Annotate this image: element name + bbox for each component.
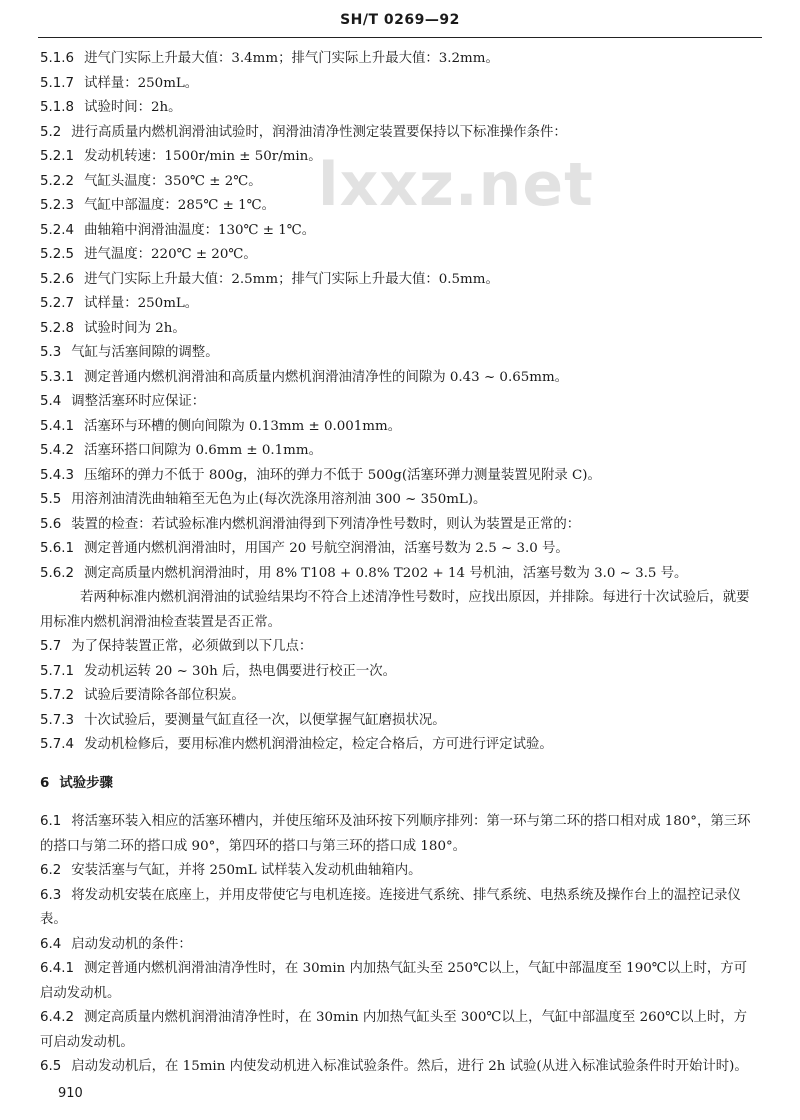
clause-text: 压缩环的弹力不低于 800g，油环的弹力不低于 500g(活塞环弹力测量装置见附录 C)。: [84, 467, 601, 483]
clause-text: 试验时间为 2h。: [84, 320, 186, 336]
clause-number: 5.7.3: [40, 712, 75, 728]
clause-text: 发动机转速：1500r/min ± 50r/min。: [84, 149, 322, 164]
clause-number: 5.2.2: [40, 173, 75, 189]
clause-text: 进气门实际上升最大值：2.5mm；排气门实际上升最大值：0.5mm。: [84, 271, 499, 287]
clause-paragraph: [40, 684, 756, 709]
clause-text: 气缸头温度：350℃ ± 2℃。: [84, 173, 262, 189]
clause-number: 5.3: [40, 345, 62, 360]
clause-text: 安装活塞与气缸，并将 250mL 试样装入发动机曲轴箱内。: [71, 863, 422, 878]
clause-number: 5.2.4: [40, 222, 75, 238]
clause-text: 发动机运转 20 ~ 30h 后，热电偶要进行校正一次。: [84, 663, 397, 679]
clause-paragraph: [40, 810, 756, 859]
clause-paragraph: [40, 660, 756, 685]
clause-number: 5.4: [40, 394, 62, 409]
clause-paragraph: [40, 121, 756, 146]
clause-number: 5.2: [40, 124, 62, 140]
clause-text: 十次试验后，要测量气缸直径一次，以便掌握气缸磨损状况。: [84, 712, 446, 728]
clause-text: 活塞环与环槽的侧向间隙为 0.13mm ± 0.001mm。: [84, 418, 402, 434]
clause-number: 6: [40, 775, 50, 791]
clause-text: 将发动机安装在底座上，并用皮带使它与电机连接。连接进气系统、排气系统、电热系统及操作台上的温控记录仪表。: [40, 887, 741, 927]
clause-paragraph: [40, 635, 756, 660]
clause-number: 5.2.6: [40, 271, 75, 287]
clause-text: 为了保持装置正常，必须做到以下几点：: [71, 639, 313, 654]
clause-number: 5.7.4: [40, 737, 75, 752]
page-number: 910: [58, 1086, 83, 1101]
clause-text: 进行高质量内燃机润滑油试验时，润滑油清净性测定装置要保持以下标准操作条件：: [71, 124, 567, 140]
clause-text: 试验时间：2h。: [84, 100, 182, 115]
clause-paragraph: [40, 243, 756, 268]
clause-paragraph: [40, 390, 756, 415]
clause-text: 测定普通内燃机润滑油时，用国产 20 号航空润滑油，活塞号数为 2.5 ~ 3.0 号。: [84, 541, 569, 556]
clause-text: 气缸中部温度：285℃ ± 1℃。: [84, 198, 275, 213]
clause-text: 测定高质量内燃机润滑油清净性时，在 30min 内加热气缸头至 300℃以上，气缸中部温度至 260℃以上时，方可启动发动机。: [40, 1010, 748, 1050]
clause-paragraph: [40, 219, 756, 244]
clause-paragraph: [40, 439, 756, 464]
clause-text: 发动机检修后，要用标准内燃机润滑油检定，检定合格后，方可进行评定试验。: [84, 737, 553, 752]
clause-number: 6.4.1: [40, 961, 75, 976]
clause-text: 进气门实际上升最大值：3.4mm；排气门实际上升最大值：3.2mm。: [84, 51, 499, 66]
clause-number: 5.7.2: [40, 688, 75, 703]
clause-paragraph: [40, 1006, 756, 1055]
clause-number: 5.4.2: [40, 443, 75, 458]
clause-number: 5.2.7: [40, 296, 75, 311]
clause-paragraph: [40, 415, 756, 440]
clause-paragraph: [40, 268, 756, 293]
clause-paragraph: [40, 464, 756, 489]
clause-paragraph: [40, 366, 756, 391]
clause-text: 试样量：250mL。: [84, 296, 199, 311]
clause-text: 试验步骤: [59, 775, 113, 791]
clause-text: 用溶剂油清洗曲轴箱至无色为止(每次洗涤用溶剂油 300 ~ 350mL)。: [71, 492, 487, 507]
clause-number: 5.4.3: [40, 467, 75, 483]
clause-paragraph: [40, 488, 756, 513]
clause-text: 进气温度：220℃ ± 20℃。: [84, 247, 257, 262]
clause-paragraph: [40, 341, 756, 366]
clause-number: 5.2.3: [40, 198, 75, 213]
clause-paragraph: [40, 884, 756, 933]
document-body: [40, 47, 756, 1080]
clause-text: 若两种标准内燃机润滑油的试验结果均不符合上述清净性号数时，应找出原因，并排除。每进行十次试验后，就要用标准内燃机润滑油检查装置是否正常。: [40, 590, 750, 630]
clause-paragraph: [40, 292, 756, 317]
clause-number: 5.2.1: [40, 149, 75, 164]
clause-text: 测定高质量内燃机润滑油时，用 8% T108 + 0.8% T202 + 14 号机油，活塞号数为 3.0 ~ 3.5 号。: [84, 565, 688, 581]
section-heading: [40, 772, 756, 797]
clause-number: 6.4.2: [40, 1010, 75, 1025]
clause-number: 5.4.1: [40, 418, 75, 434]
clause-text: 试验后要清除各部位积炭。: [84, 688, 245, 703]
clause-paragraph: [40, 733, 756, 758]
clause-paragraph: [40, 513, 756, 538]
clause-text: 活塞环搭口间隙为 0.6mm ± 0.1mm。: [84, 443, 322, 458]
clause-text: 调整活塞环时应保证：: [71, 394, 206, 409]
header-rule: [38, 37, 762, 38]
clause-number: 5.5: [40, 492, 62, 507]
clause-text: 测定普通内燃机润滑油清净性时，在 30min 内加热气缸头至 250℃以上，气缸中部温度至 190℃以上时，方可启动发动机。: [40, 961, 748, 1001]
clause-number: 5.7: [40, 639, 62, 654]
clause-number: 6.2: [40, 863, 62, 878]
clause-paragraph: [40, 145, 756, 170]
clause-paragraph: [40, 72, 756, 97]
clause-number: 5.7.1: [40, 663, 75, 679]
page-header-code: SH/T 0269—92: [340, 12, 460, 28]
clause-number: 5.1.8: [40, 100, 75, 115]
clause-number: 5.6.2: [40, 565, 75, 581]
clause-number: 6.5: [40, 1059, 62, 1074]
clause-text: 启动发动机后，在 15min 内使发动机进入标准试验条件。然后，进行 2h 试验(从进入标准试验条件时开始计时)。: [71, 1059, 748, 1074]
clause-paragraph: [40, 96, 756, 121]
clause-number: 5.1.6: [40, 51, 75, 66]
clause-paragraph: [40, 537, 756, 562]
clause-number: 5.2.8: [40, 320, 75, 336]
clause-paragraph: [40, 47, 756, 72]
clause-text: 测定普通内燃机润滑油和高质量内燃机润滑油清净性的间隙为 0.43 ~ 0.65mm。: [84, 369, 569, 385]
clause-paragraph: [40, 562, 756, 587]
clause-text: 试样量：250mL。: [84, 75, 199, 91]
clause-number: 5.2.5: [40, 247, 75, 262]
clause-paragraph: [40, 957, 756, 1006]
clause-text: 将活塞环装入相应的活塞环槽内，并使压缩环及油环按下列顺序排列：第一环与第二环的搭口相对成 180°，第三环的搭口与第二环的搭口成 90°，第四环的搭口与第三环的搭口成 180°。: [40, 814, 751, 854]
clause-paragraph: [40, 194, 756, 219]
clause-number: 5.6.1: [40, 541, 75, 556]
clause-paragraph: [40, 859, 756, 884]
clause-number: 5.3.1: [40, 369, 75, 385]
clause-paragraph: [40, 933, 756, 958]
clause-paragraph: [40, 586, 756, 635]
clause-text: 启动发动机的条件：: [71, 936, 192, 952]
clause-number: 6.3: [40, 887, 62, 903]
clause-paragraph: [40, 1055, 756, 1080]
clause-paragraph: [40, 317, 756, 342]
clause-number: 5.6: [40, 516, 62, 532]
watermark: lxxz.net: [318, 150, 594, 220]
clause-text: 曲轴箱中润滑油温度：130℃ ± 1℃。: [84, 222, 316, 238]
clause-number: 5.1.7: [40, 75, 75, 91]
clause-number: 6.1: [40, 814, 62, 829]
clause-number: 6.4: [40, 936, 62, 952]
clause-text: 气缸与活塞间隙的调整。: [71, 345, 219, 360]
clause-paragraph: [40, 709, 756, 734]
clause-paragraph: [40, 170, 756, 195]
clause-text: 装置的检查：若试验标准内燃机润滑油得到下列清净性号数时，则认为装置是正常的：: [71, 516, 581, 532]
